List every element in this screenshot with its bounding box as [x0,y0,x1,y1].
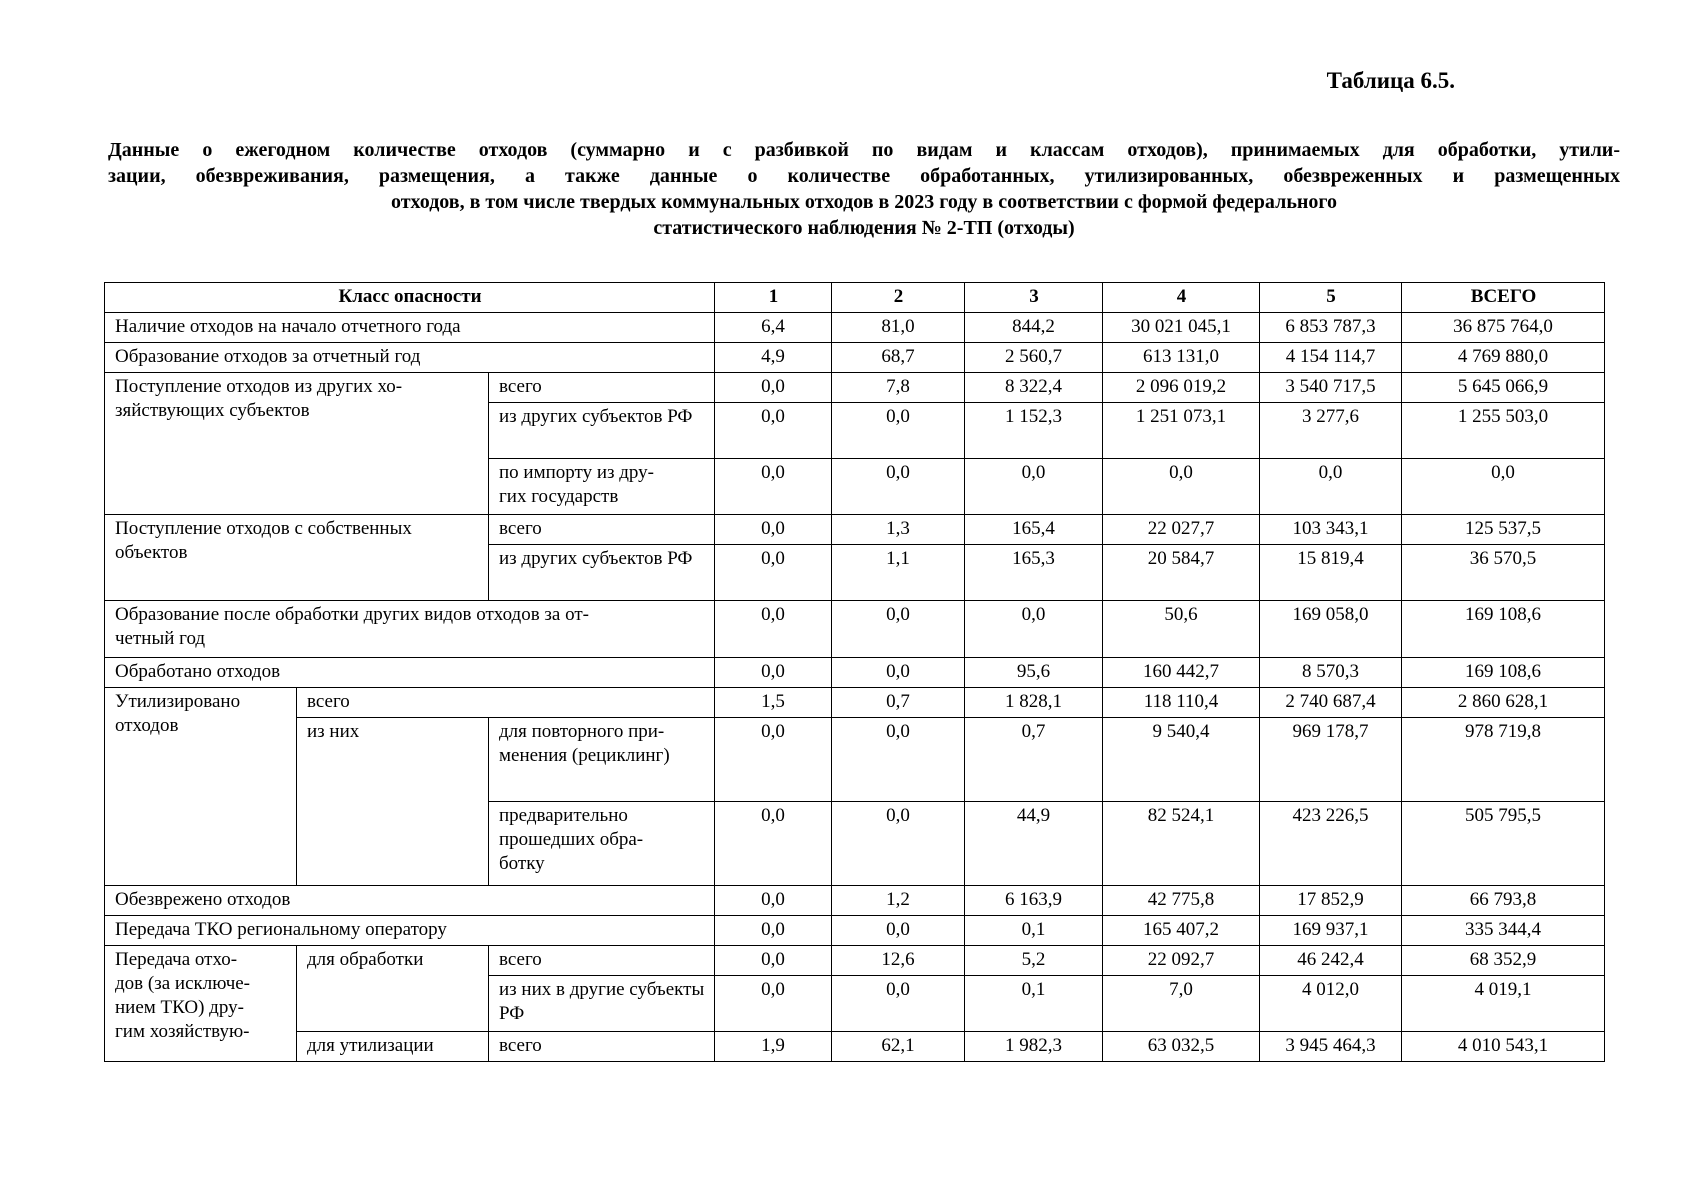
cell: 613 131,0 [1103,343,1260,373]
cell: 0,0 [715,658,832,688]
label-line: Передача отхо- [115,949,238,970]
cell: 0,0 [715,515,832,545]
cell: 36 875 764,0 [1402,313,1605,343]
label-line: четный год [115,628,206,649]
cell: 17 852,9 [1260,886,1402,916]
table-row [105,688,1605,718]
cell: 0,1 [965,916,1103,946]
row-sublabel [489,459,715,515]
cell: 165 407,2 [1103,916,1260,946]
cell: 22 092,7 [1103,946,1260,976]
table-row [105,916,1605,946]
label-line: Поступление отходов из других хо- [115,376,403,397]
table-row [105,886,1605,916]
cell: 0,0 [832,976,965,1032]
row-sublabel: всего [489,946,715,976]
label-line: гих государств [499,486,619,507]
cell: 335 344,4 [1402,916,1605,946]
row-group-label: Утилизировано отходов [105,688,297,886]
label-line: зяйствующих субъектов [115,400,310,421]
row-label: Передача ТКО региональному оператору [105,916,715,946]
cell: 7,8 [832,373,965,403]
cell: 50,6 [1103,601,1260,658]
cell: 978 719,8 [1402,718,1605,802]
cell: 2 560,7 [965,343,1103,373]
cell: 4 769 880,0 [1402,343,1605,373]
cell: 0,7 [965,718,1103,802]
cell: 0,0 [715,601,832,658]
label-line: по импорту из дру- [499,462,654,483]
table-row [105,946,1605,976]
row-label [105,601,715,658]
cell: 0,0 [965,459,1103,515]
cell: 0,0 [832,459,965,515]
cell: 0,0 [1103,459,1260,515]
cell: 4 012,0 [1260,976,1402,1032]
cell: 1,5 [715,688,832,718]
table-row [105,601,1605,658]
row-sublabel: для обработки [297,946,489,1032]
cell: 81,0 [832,313,965,343]
cell: 0,0 [965,601,1103,658]
label-line: для повторного при- [499,721,665,742]
title-line: статистического наблюдения № 2-ТП (отходы) [653,217,1075,239]
table-row [105,718,1605,802]
cell: 0,1 [965,976,1103,1032]
label-line: прошедших обра- [499,829,644,850]
row-group-label: Поступление отходов с собственных объектов [105,515,489,601]
cell: 95,6 [965,658,1103,688]
row-label: Обезврежено отходов [105,886,715,916]
cell: 2 740 687,4 [1260,688,1402,718]
cell: 1,1 [832,545,965,601]
header-col: 5 [1260,283,1402,313]
label-line: нием ТКО) дру- [115,997,244,1018]
cell: 4,9 [715,343,832,373]
table-row [105,373,1605,403]
header-col: 2 [832,283,965,313]
cell: 68 352,9 [1402,946,1605,976]
cell: 1 251 073,1 [1103,403,1260,459]
cell: 169 108,6 [1402,601,1605,658]
row-label: Обработано отходов [105,658,715,688]
cell: 6 853 787,3 [1260,313,1402,343]
row-sublabel: из них [297,718,489,886]
row-sublabel: всего [489,373,715,403]
waste-statistics-table [104,282,1605,1062]
cell: 1 152,3 [965,403,1103,459]
cell: 42 775,8 [1103,886,1260,916]
row-sublabel: из них в другие субъекты РФ [489,976,715,1032]
title-line: отходов, в том числе твердых коммунальных отходов в 2023 году в соответствии с формой федерального [390,191,1338,213]
table-number-label: Таблица 6.5. [1326,68,1455,93]
cell: 169 108,6 [1402,658,1605,688]
title-line: зации, обезвреживания, размещения, а также данные о количестве обработанных, утилизированных, обезвреженных и размещенных [108,165,1620,187]
cell: 0,0 [715,718,832,802]
cell: 0,0 [832,802,965,886]
cell: 82 524,1 [1103,802,1260,886]
cell: 0,0 [832,916,965,946]
table-header-row [105,283,1605,313]
table-row [105,1032,1605,1062]
cell: 12,6 [832,946,965,976]
header-col: 3 [965,283,1103,313]
cell: 0,0 [832,658,965,688]
cell: 5,2 [965,946,1103,976]
row-sublabel [489,802,715,886]
cell: 165,4 [965,515,1103,545]
cell: 8 570,3 [1260,658,1402,688]
cell: 0,0 [832,601,965,658]
cell: 2 860 628,1 [1402,688,1605,718]
row-group-label [105,946,297,1062]
row-sublabel: из других субъектов РФ [489,403,715,459]
cell: 160 442,7 [1103,658,1260,688]
cell: 1,9 [715,1032,832,1062]
cell: 1 982,3 [965,1032,1103,1062]
cell: 0,0 [715,976,832,1032]
header-col: 1 [715,283,832,313]
cell: 0,0 [715,459,832,515]
cell: 15 819,4 [1260,545,1402,601]
cell: 44,9 [965,802,1103,886]
row-sublabel: из других субъектов РФ [489,545,715,601]
cell: 0,0 [832,403,965,459]
label-line: ботку [499,853,545,874]
row-sublabel: всего [297,688,715,718]
cell: 30 021 045,1 [1103,313,1260,343]
cell: 6 163,9 [965,886,1103,916]
cell: 36 570,5 [1402,545,1605,601]
cell: 0,7 [832,688,965,718]
label-line: Образование после обработки других видов отходов за от- [115,604,589,625]
title-line: Данные о ежегодном количестве отходов (суммарно и с разбивкой по видам и классам отходов), принимаемых для обработки, утили- [108,139,1620,161]
cell: 0,0 [715,545,832,601]
row-group-label [105,373,489,515]
cell: 62,1 [832,1032,965,1062]
cell: 0,0 [715,373,832,403]
cell: 505 795,5 [1402,802,1605,886]
cell: 3 277,6 [1260,403,1402,459]
table-row [105,658,1605,688]
cell: 66 793,8 [1402,886,1605,916]
cell: 0,0 [832,718,965,802]
cell: 2 096 019,2 [1103,373,1260,403]
table-row [105,515,1605,545]
row-label: Образование отходов за отчетный год [105,343,715,373]
cell: 4 010 543,1 [1402,1032,1605,1062]
cell: 0,0 [715,946,832,976]
cell: 118 110,4 [1103,688,1260,718]
cell: 103 343,1 [1260,515,1402,545]
cell: 9 540,4 [1103,718,1260,802]
cell: 0,0 [715,802,832,886]
label-line: менения (рециклинг) [499,745,670,766]
table-row [105,313,1605,343]
header-hazard-class: Класс опасности [105,283,715,313]
cell: 423 226,5 [1260,802,1402,886]
document-title [108,137,1620,241]
cell: 1 828,1 [965,688,1103,718]
cell: 5 645 066,9 [1402,373,1605,403]
cell: 22 027,7 [1103,515,1260,545]
cell: 0,0 [1260,459,1402,515]
cell: 0,0 [715,916,832,946]
cell: 6,4 [715,313,832,343]
row-sublabel: всего [489,1032,715,1062]
cell: 0,0 [715,886,832,916]
row-sublabel [489,718,715,802]
cell: 1,3 [832,515,965,545]
row-sublabel: всего [489,515,715,545]
cell: 1 255 503,0 [1402,403,1605,459]
cell: 169 058,0 [1260,601,1402,658]
label-line: дов (за исключе- [115,973,251,994]
cell: 125 537,5 [1402,515,1605,545]
cell: 4 154 114,7 [1260,343,1402,373]
row-sublabel: для утилизации [297,1032,489,1062]
cell: 165,3 [965,545,1103,601]
cell: 844,2 [965,313,1103,343]
cell: 63 032,5 [1103,1032,1260,1062]
cell: 3 540 717,5 [1260,373,1402,403]
cell: 68,7 [832,343,965,373]
header-col-total: ВСЕГО [1402,283,1605,313]
cell: 4 019,1 [1402,976,1605,1032]
cell: 1,2 [832,886,965,916]
cell: 0,0 [715,403,832,459]
cell: 20 584,7 [1103,545,1260,601]
cell: 169 937,1 [1260,916,1402,946]
label-line: предварительно [499,805,628,826]
label-line: гим хозяйствую- [115,1021,250,1042]
cell: 0,0 [1402,459,1605,515]
table-row [105,343,1605,373]
cell: 8 322,4 [965,373,1103,403]
cell: 3 945 464,3 [1260,1032,1402,1062]
row-label: Наличие отходов на начало отчетного года [105,313,715,343]
header-col: 4 [1103,283,1260,313]
cell: 46 242,4 [1260,946,1402,976]
cell: 7,0 [1103,976,1260,1032]
cell: 969 178,7 [1260,718,1402,802]
